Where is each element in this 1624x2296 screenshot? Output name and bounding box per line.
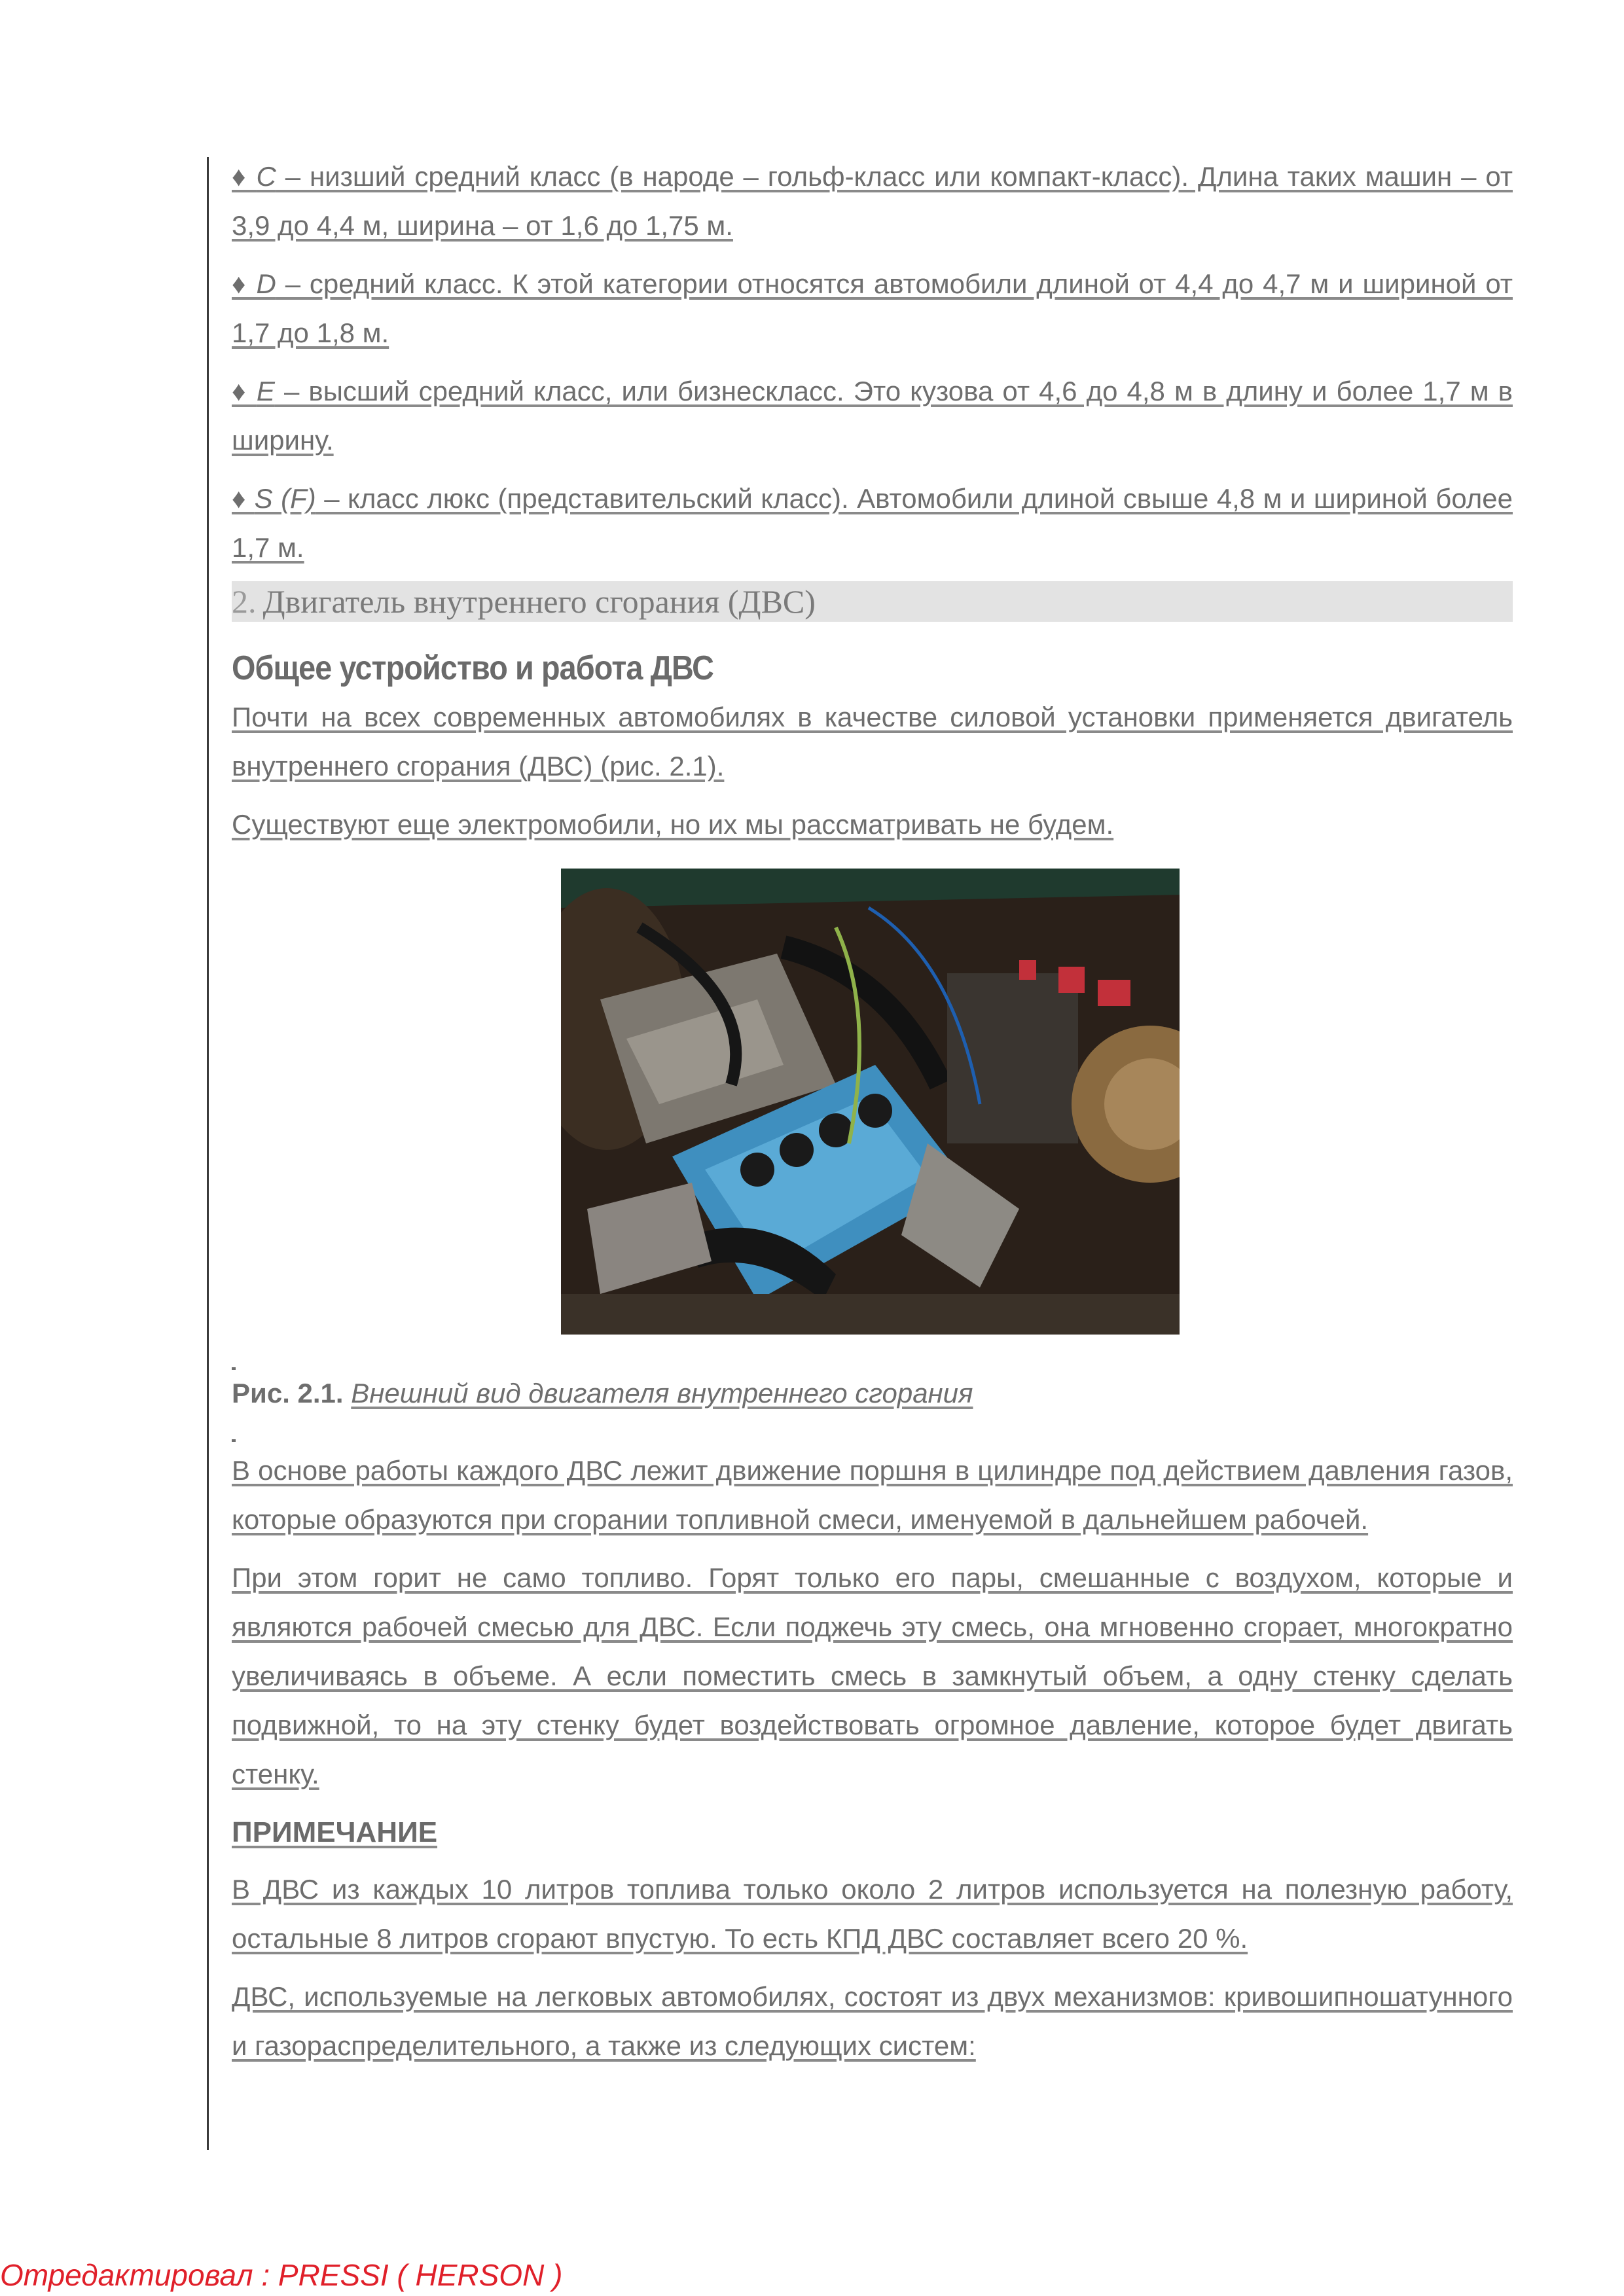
intro-paragraph: Существуют еще электромобили, но их мы рассматривать не будем. [232, 809, 1114, 840]
class-text: – низший средний класс (в народе – гольф-класс или компакт-класс). Длина таких машин – от 3,9 до 4,4 м, ширина – от 1,6 до 1,75 м. [232, 161, 1513, 241]
class-text: – класс люкс (представительский класс). Автомобили длиной свыше 4,8 м и шириной более 1,7 м. [232, 483, 1513, 563]
class-item-s [232, 474, 1513, 572]
note-label: ПРИМЕЧАНИЕ [232, 1816, 438, 1848]
class-item-d [232, 259, 1513, 357]
class-letter: S (F) [254, 483, 316, 514]
bullet-icon: ♦ [232, 376, 257, 406]
section-number: 2. [232, 583, 257, 620]
body-paragraph: В основе работы каждого ДВС лежит движение поршня в цилиндре под действием давления газов, которые образуются при сгорании топливной смеси, именуемой в дальнейшем рабочей. [232, 1455, 1513, 1535]
figure-number: Рис. 2.1. [232, 1378, 344, 1408]
class-text: – высший средний класс, или бизнескласс. Это кузова от 4,6 до 4,8 м в длину и более 1,7 м в ширину. [232, 376, 1513, 456]
figure-marker [232, 1367, 236, 1370]
editor-credit: Отредактировал : PRESSI ( HERSON ) [0, 2258, 563, 2292]
engine-photo [561, 869, 1180, 1335]
bullet-icon: ♦ [232, 161, 257, 192]
page-content [232, 152, 1513, 2079]
class-letter: E [256, 376, 275, 406]
paragraph-marker [232, 1439, 236, 1442]
bullet-icon: ♦ [232, 268, 257, 299]
figure-caption-text: Внешний вид двигателя внутреннего сгорания [351, 1378, 973, 1408]
class-letter: C [256, 161, 276, 192]
section-title-bar [232, 581, 1513, 622]
class-text: – средний класс. К этой категории относятся автомобили длиной от 4,4 до 4,7 м и шириной от 1,7 до 1,8 м. [232, 268, 1513, 348]
closing-paragraph: ДВС, используемые на легковых автомобилях, состоят из двух механизмов: кривошипношатунного и газораспределительного, а также из следующих систем: [232, 1981, 1513, 2061]
class-item-e [232, 367, 1513, 465]
intro-paragraph: Почти на всех современных автомобилях в качестве силовой установки применяется двигатель внутреннего сгорания (ДВС) (рис. 2.1). [232, 702, 1513, 781]
figure-caption [232, 1374, 1513, 1413]
margin-rule [207, 157, 209, 2150]
bullet-icon: ♦ [232, 483, 255, 514]
body-paragraph: При этом горит не само топливо. Горят только его пары, смешанные с воздухом, которые и являются рабочей смесью для ДВС. Если поджечь эту смесь, она мгновенно сгорает, многократно увеличиваясь в объеме. А если поместить смесь в замкнутый объем, а одну стенку сделать подвижной, то на эту стенку будет воздействовать огромное давление, которое будет двигать стенку. [232, 1562, 1513, 1789]
engine-photo-illustration [561, 869, 1180, 1335]
note-text: В ДВС из каждых 10 литров топлива только около 2 литров используется на полезную работу, остальные 8 литров сгорают впустую. То есть КПД ДВС составляет всего 20 %. [232, 1874, 1513, 1954]
class-letter: D [256, 268, 276, 299]
section-title: Двигатель внутреннего сгорания (ДВС) [262, 583, 816, 620]
class-item-c [232, 152, 1513, 250]
subsection-heading: Общее устройство и работа ДВС [232, 649, 714, 687]
